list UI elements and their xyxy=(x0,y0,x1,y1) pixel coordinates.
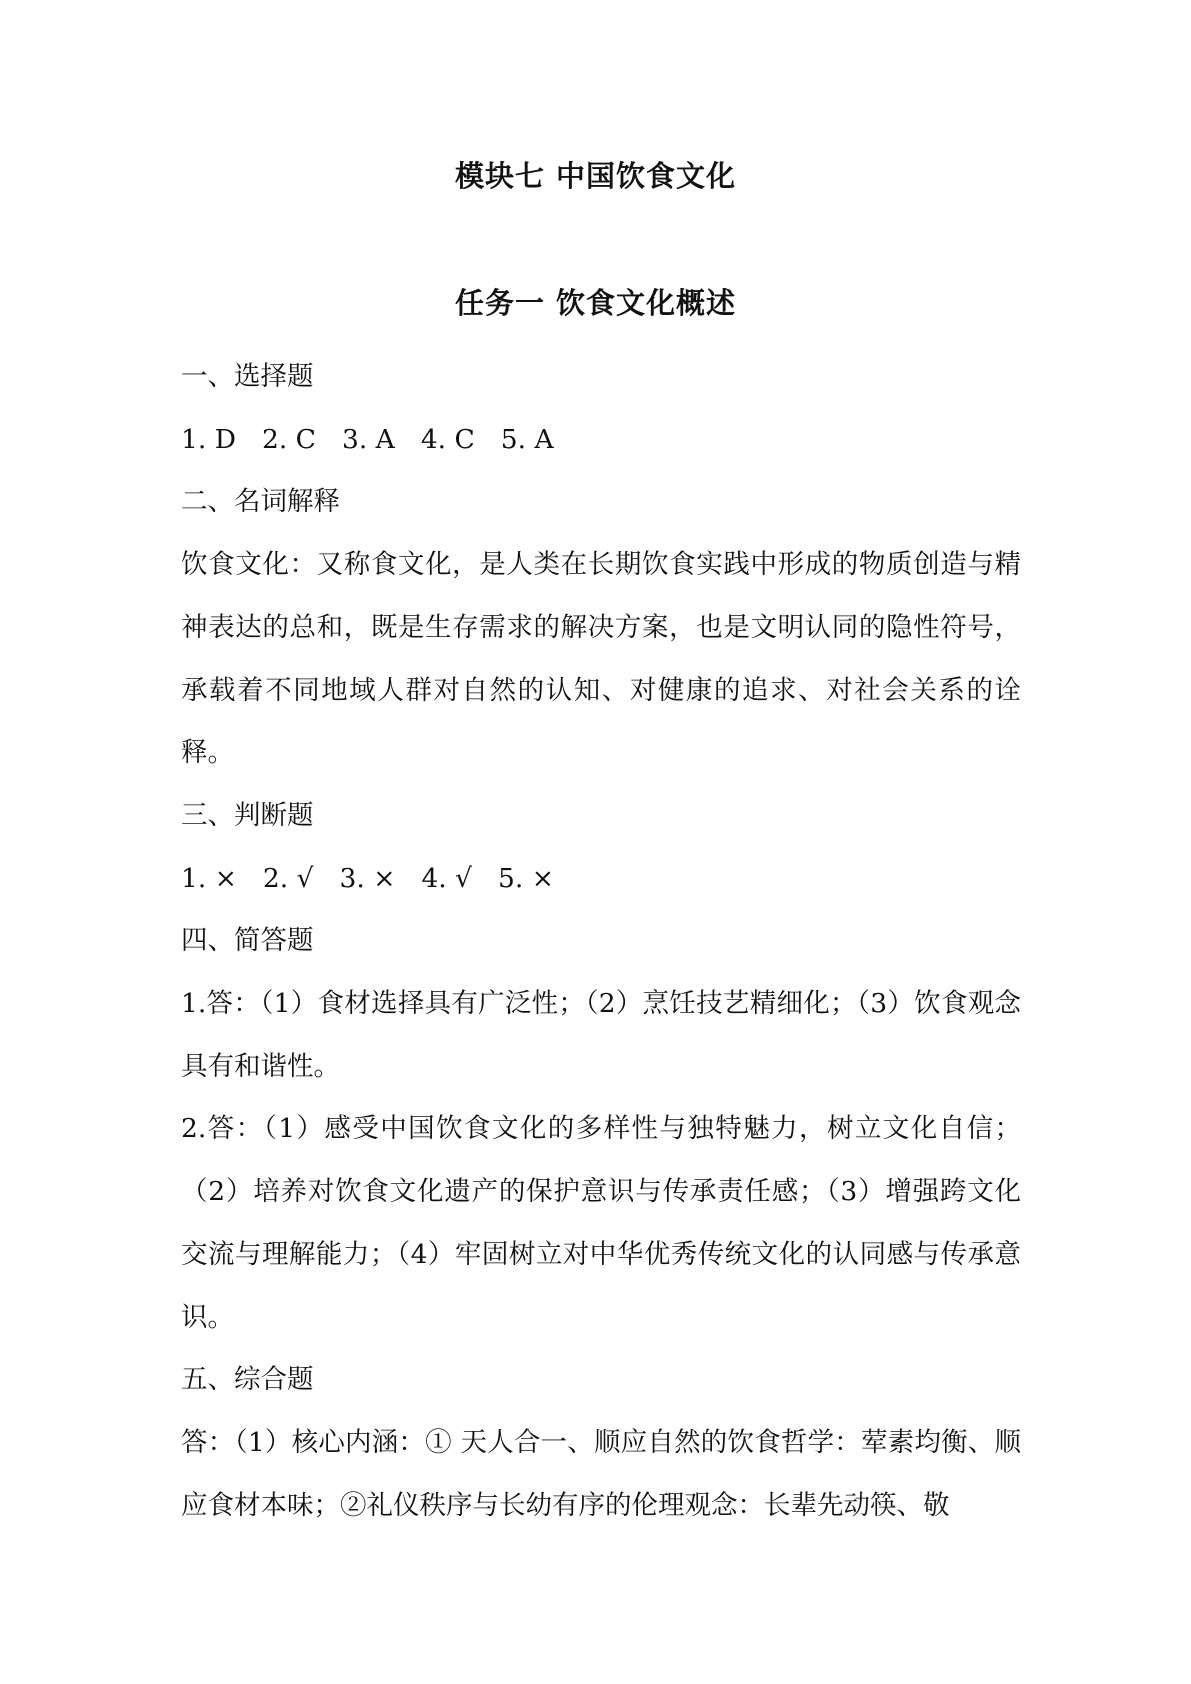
choice-answer-4: 4. C xyxy=(420,423,475,455)
section-heading-terms: 二、名词解释 xyxy=(181,486,340,518)
task-title: 任务一 饮食文化概述 xyxy=(454,286,737,320)
choice-answers xyxy=(181,409,1021,472)
section-heading-choice: 一、选择题 xyxy=(181,361,314,392)
choice-answer-1: 1. D xyxy=(181,423,236,455)
judge-answer-2: 2. √ xyxy=(262,862,314,894)
judge-answer-4: 4. √ xyxy=(421,862,473,894)
choice-answer-2: 2. C xyxy=(261,423,316,455)
section-heading-judge: 三、判断题 xyxy=(181,799,314,831)
section-heading-comprehensive: 五、综合题 xyxy=(181,1364,314,1396)
judge-answer-5: 5. × xyxy=(498,862,554,894)
module-title: 模块七 中国饮食文化 xyxy=(454,159,737,193)
judge-answers xyxy=(181,848,1021,911)
short-answer-1: 1.答：（1）食材选择具有广泛性；（2）烹饪技艺精细化；（3）饮食观念具有和谐性。 xyxy=(181,988,1021,1082)
choice-answer-5: 5. A xyxy=(500,423,554,455)
terms-paragraph: 饮食文化：又称食文化，是人类在长期饮食实践中形成的物质创造与精神表达的总和，既是生存需求的解决方案，也是文明认同的隐性符号，承载着不同地域人群对自然的认知、对健康的追求、对社会关系的诠释。 xyxy=(181,549,1021,769)
short-answer-2: 2.答：（1）感受中国饮食文化的多样性与独特魅力，树立文化自信；（2）培养对饮食文化遗产的保护意识与传承责任感；（3）增强跨文化交流与理解能力；（4）牢固树立对中华优秀传统文化的认同感与传承意识。 xyxy=(181,1113,1021,1333)
choice-answer-3: 3. A xyxy=(341,423,395,455)
comprehensive-answer: 答：（1）核心内涵：① 天人合一、顺应自然的饮食哲学：荤素均衡、顺应食材本味；②礼仪秩序与长幼有序的伦理观念：长辈先动筷、敬 xyxy=(181,1426,1021,1521)
judge-answer-1: 1. × xyxy=(181,862,237,894)
answer-content xyxy=(181,346,1021,1537)
section-heading-short: 四、简答题 xyxy=(181,925,314,957)
judge-answer-3: 3. × xyxy=(339,862,396,894)
